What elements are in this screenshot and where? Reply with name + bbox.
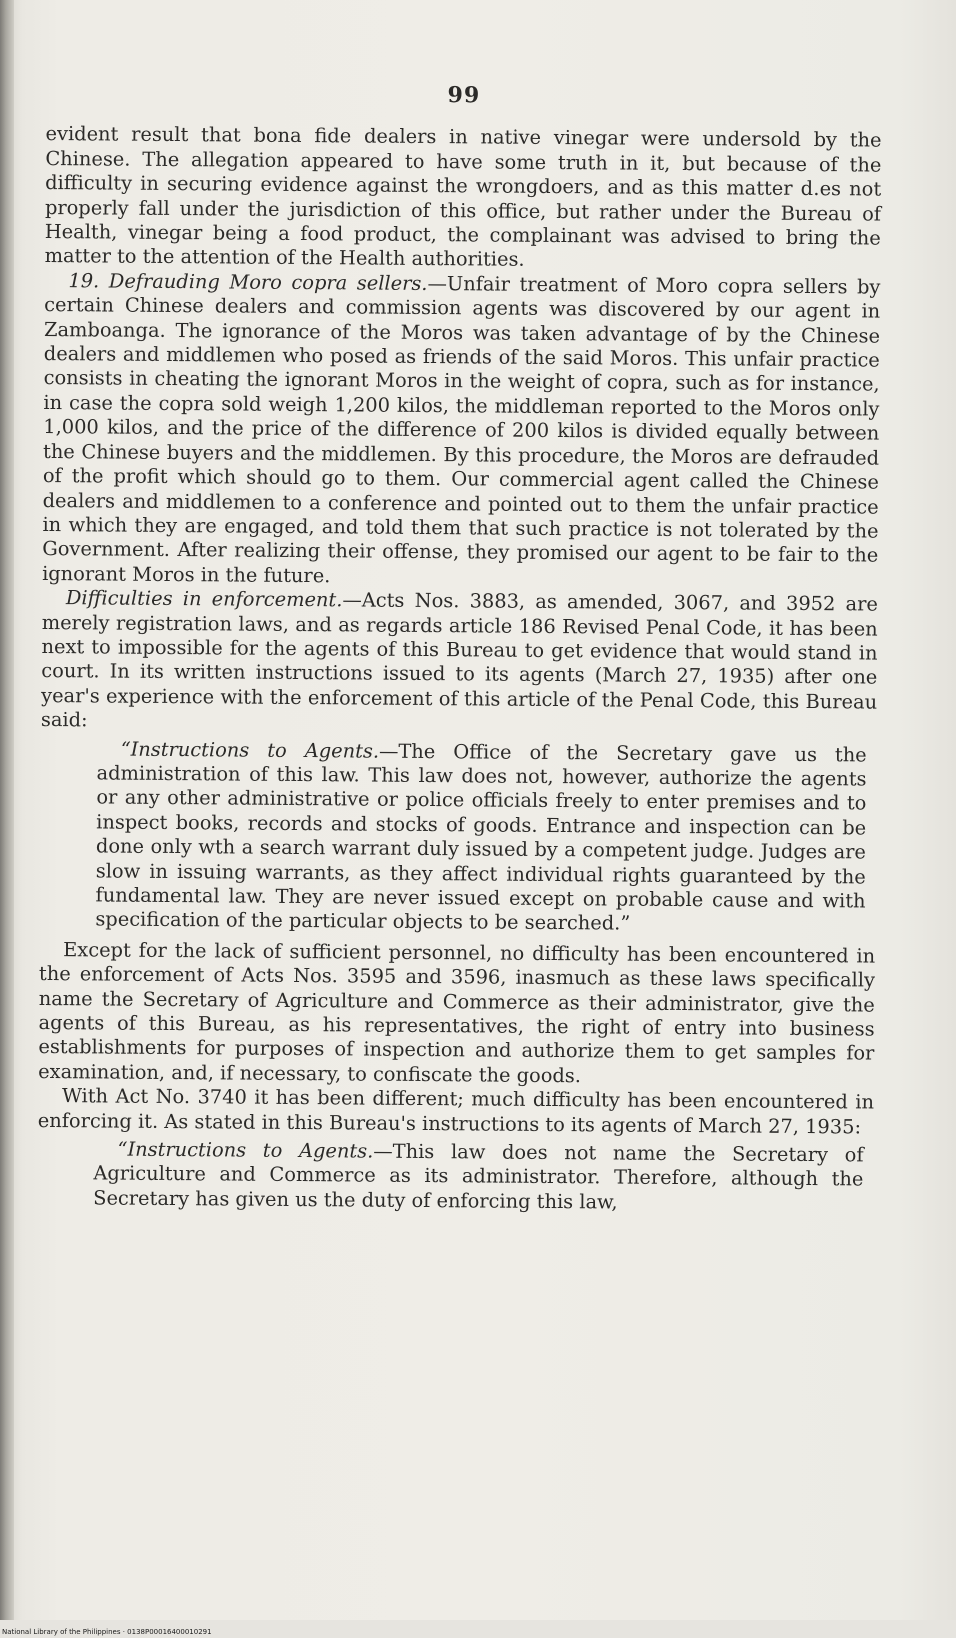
quote-heading-1: “Instructions to Agents. [120, 737, 380, 763]
quote-instructions-2-text [93, 1137, 864, 1216]
page-number: 99 [447, 82, 481, 109]
quote-body-1: —The Office of the Secretary gave us the administration of this law. This law does not, however, authorize the agents or any other administrative or police officials freely to enter premises and to inspect books, records and stocks of goods. Entrance and inspection can be done only wth a search warrant duly issued by a competent judge. Judges are slow in issuing warrants, as they affect individual rights guaranteed by the fundamental law. They are never issued except on probable cause and with specification of the particular objects to be searched.” [95, 739, 867, 936]
paragraph-difficulties-body: —Acts Nos. 3883, as amended, 3067, and 3952 are merely registration laws, and as regards article 186 Revised Penal Code, it has been next to impossible for the agents of this Bureau to get evidence that would stand in court. In its written instructions issued to its agents (March 27, 1935) after one year's experience with the enforcement of this article of the Penal Code, this Bureau said: [40, 588, 879, 732]
book-spine-shadow [0, 0, 14, 1638]
paragraph-vinegar: evident result that bona fide dealers in native vinegar were undersold by the Chinese. The allegation appeared to have some truth in it, but because of the difficulty in securing evidence against the wrongdoers, and as this matter d․es not properly fall under the jurisdiction of this office, but rather under the Bureau of Health, vinegar being a food product, the complainant was advised to bring the matter to the attention of the Health authorities. [44, 122, 882, 272]
quote-body-2: —This law does not name the Secretary of Agriculture and Commerce as its administrator. Therefore, although the Secretary has given us the duty of enforcing this law, [93, 1139, 864, 1214]
section-heading-difficulties: Difficulties in enforcement. [65, 586, 343, 612]
quote-heading-2: “Instructions to Agents. [117, 1137, 374, 1163]
quote-instructions-1-text [95, 737, 867, 938]
paragraph-moro-copra-body: —Unfair treatment of Moro copra sellers by certain Chinese dealers and commission agents was discovered by our agent in Zamboanga. The ignorance of the Moros was taken advantage of by the Chinese dealers and middlemen who posed as friends of the said Moros. This unfair practice consists in cheating the ignorant Moros in the weight of copra, such as for instance, in case the copra sold weigh 1,200 kilos, the middleman reported to the Moros only 1,000 kilos, and the price of the difference of 200 kilos is divided equally between the Chinese buyers and the middlemen. By this procedure, the Moros are defrauded of the profit which should go to them. Our commercial agent called the Chinese dealers and middlemen to a conference and pointed out to them the unfair practice in which they are engaged, and told them that such practice is not tolerated by the Government. After realizing their offense, they promised our agent to be fair to the ignorant Moros in the future. [42, 271, 881, 587]
paragraph-moro-copra [42, 269, 880, 593]
quote-instructions-2 [93, 1137, 864, 1216]
paragraph-act-3740: With Act No. 3740 it has been different; much difficulty has been encountered in enforcing it. As stated in this Bureau's instructions to its agents of March 27, 1935: [37, 1084, 875, 1139]
section-heading-defrauding: 19. Defrauding Moro copra sellers. [68, 269, 428, 295]
paragraph-difficulties [41, 586, 878, 739]
page-text [37, 80, 882, 1217]
paragraph-acts-3595: Except for the lack of sufficient personnel, no difficulty has been encountered in the enforcement of Acts Nos. 3595 and 3596, inasmuch as these laws specifically name the Secretary of Agriculture and Commerce as their administrator, give the agents of this Bureau, as his representatives, the right of entry into business establishments for purposes of inspection and authorize them to get samples for examination, and, if necessary, to confiscate the goods. [38, 937, 876, 1088]
scan-credit-footer: National Library of the Philippines · 0138P00016400010291 [2, 1628, 212, 1636]
quote-instructions-1 [95, 737, 867, 938]
